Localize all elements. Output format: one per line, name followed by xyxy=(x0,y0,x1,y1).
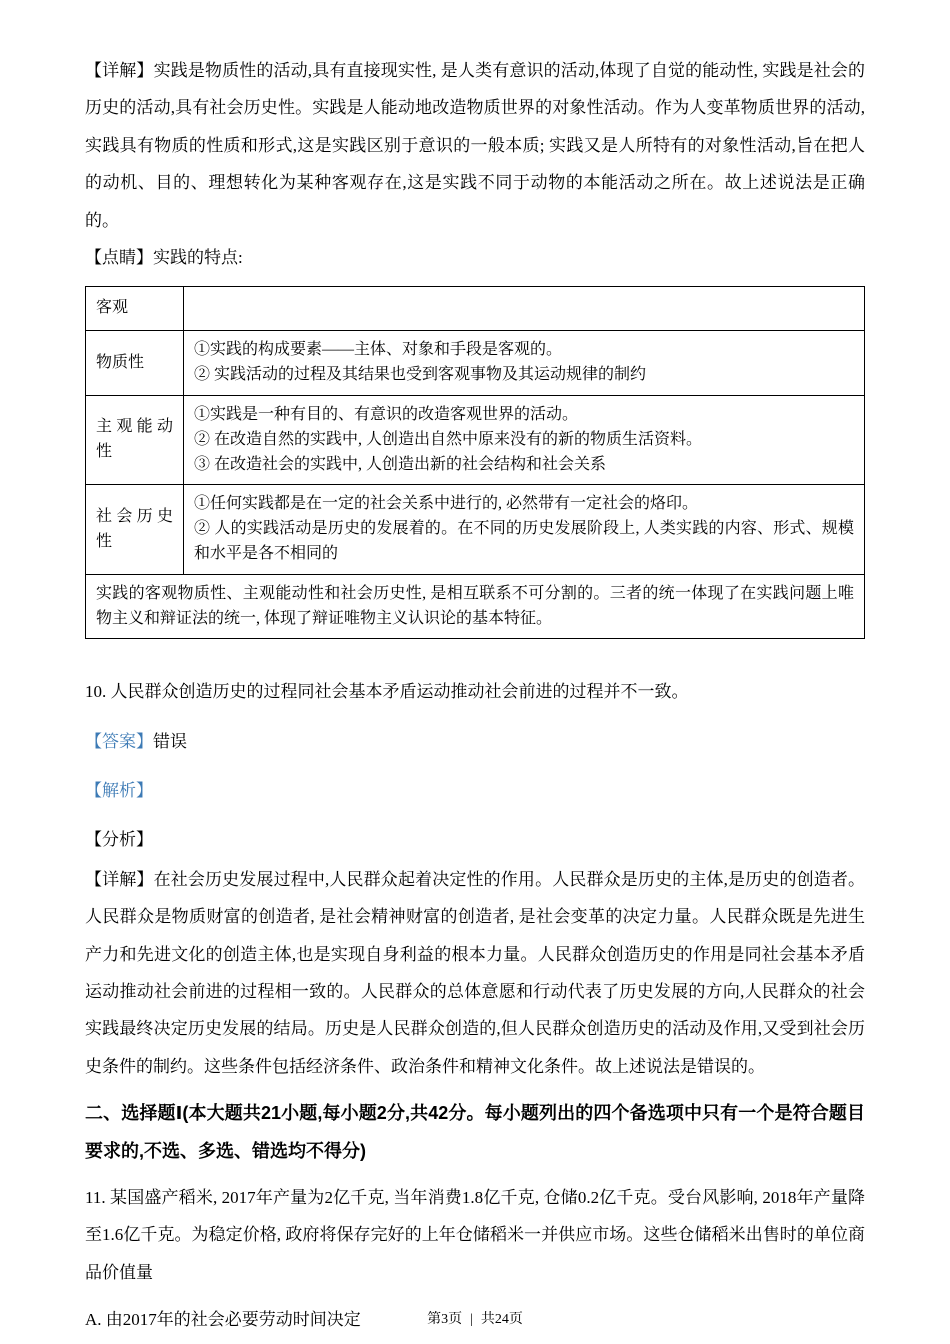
answer-value: 错误 xyxy=(153,731,187,751)
question10-analysis-line xyxy=(85,772,865,809)
paragraph-detail-practice xyxy=(85,52,865,239)
answer-label: 【答案】 xyxy=(85,731,153,751)
keypoint-label: 【点睛】 xyxy=(85,247,153,267)
table-row xyxy=(86,331,865,396)
table-row-label: 主观能动性 xyxy=(86,395,184,484)
footer-page-number: 第3页 xyxy=(427,1312,463,1327)
detail-text: 在社会历史发展过程中,人民群众起着决定性的作用。人民群众是历史的主体,是历史的创造者。人民群众是物质财富的创造者, 是社会精神财富的创造者, 是社会变革的决定力量。人民群众既是先进生产力和先进文化的创造主体,也是实现自身利益的根本力量。人民群众创造历史的作用是同社会基本矛盾运动推动社会前进的过程相一致的。人民群众的总体意愿和行动代表了历史发展的方向,人民群众的社会实践最终决定历史发展的结局。历史是人民群众创造的,但人民群众创造历史的活动及作用,又受到社会历史条件的制约。这些条件包括经济条件、政治条件和精神文化条件。故上述说法是错误的。 xyxy=(85,869,866,1076)
table-cell-line: ② 人的实践活动是历史的发展着的。在不同的历史发展阶段上, 人类实践的内容、形式、规模和水平是各不相同的 xyxy=(194,520,854,562)
table-cell-line: ② 在改造自然的实践中, 人创造出自然中原来没有的新的物质生活资料。 xyxy=(194,430,703,448)
fenxi-label: 【分析】 xyxy=(85,830,153,850)
table-row-content xyxy=(184,287,865,331)
question11-stem: 11. 某国盛产稻米, 2017年产量为2亿千克, 当年消费1.8亿千克, 仓储0.2亿千克。受台风影响, 2018年产量降至1.6亿千克。为稳定价格, 政府将保存完好的上年仓储稻米一并供应市场。这些仓储稻米出售时的单位商品价值量 xyxy=(85,1187,865,1282)
table-summary-cell: 实践的客观物质性、主观能动性和社会历史性, 是相互联系不可分割的。三者的统一体现了在实践问题上唯物主义和辩证法的统一, 体现了辩证唯物主义认识论的基本特征。 xyxy=(86,574,865,639)
table-row xyxy=(86,485,865,574)
keypoint-line xyxy=(85,239,865,276)
table-summary-row xyxy=(86,574,865,639)
table-cell-line: ①实践的构成要素——主体、对象和手段是客观的。 xyxy=(194,341,563,359)
table-row-label: 社会历史性 xyxy=(86,485,184,574)
table-row xyxy=(86,287,865,331)
question10-stem: 10. 人民群众创造历史的过程同社会基本矛盾运动推动社会前进的过程并不一致。 xyxy=(85,682,689,702)
section2-heading: 二、选择题Ⅰ(本大题共21小题,每小题2分,共42分。每小题列出的四个备选项中只有一个是符合题目要求的,不选、多选、错选均不得分) xyxy=(85,1103,865,1162)
table-cell-line: ①任何实践都是在一定的社会关系中进行的, 必然带有一定社会的烙印。 xyxy=(194,495,699,513)
table-row-content xyxy=(184,331,865,396)
table-cell-line: ③ 在改造社会的实践中, 人创造出新的社会结构和社会关系 xyxy=(194,455,607,473)
footer-separator: | xyxy=(470,1312,473,1327)
table-row-label: 物质性 xyxy=(86,331,184,396)
question10-detail xyxy=(85,861,865,1085)
question10-answer-line xyxy=(85,723,865,760)
analysis-label: 【解析】 xyxy=(85,781,153,801)
detail-text: 实践是物质性的活动,具有直接现实性, 是人类有意识的活动,体现了自觉的能动性, 实践是社会的历史的活动,具有社会历史性。实践是人能动地改造物质世界的对象性活动。作为人变革物质世界的活动,实践具有物质的性质和形式,这是实践区别于意识的一般本质; 实践又是人所特有的对象性活动,旨在把人的动机、目的、理想转化为某种客观存在,这是实践不同于动物的本能活动之所在。故上述说法是正确的。 xyxy=(85,61,866,230)
table-cell-line: ② 实践活动的过程及其结果也受到客观事物及其运动规律的制约 xyxy=(194,366,647,384)
detail-label: 【详解】 xyxy=(85,61,154,80)
keypoint-text: 实践的特点: xyxy=(153,247,243,267)
table-row-content xyxy=(184,395,865,484)
table-row-content xyxy=(184,485,865,574)
page-footer xyxy=(0,1308,950,1328)
detail-label: 【详解】 xyxy=(85,869,154,889)
practice-characteristics-table xyxy=(85,286,865,639)
question11-option-a: A. 由2017年的社会必要劳动时间决定 xyxy=(85,1309,361,1329)
footer-total-pages: 共24页 xyxy=(480,1312,523,1327)
table-row xyxy=(86,395,865,484)
table-cell-line: ①实践是一种有目的、有意识的改造客观世界的活动。 xyxy=(194,405,579,423)
question10-fenxi-line xyxy=(85,821,865,858)
table-row-label: 客观 xyxy=(86,287,184,331)
